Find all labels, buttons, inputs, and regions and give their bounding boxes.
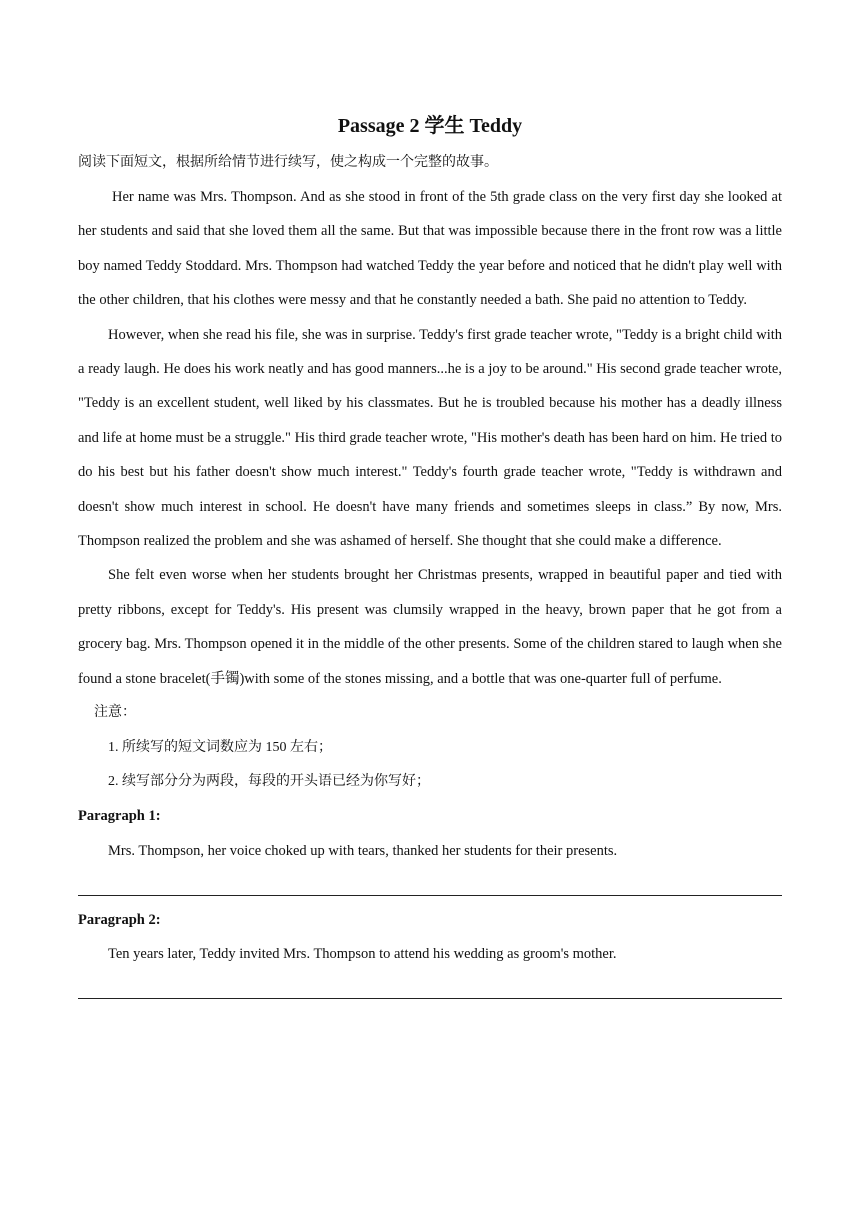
story-paragraph-1: Her name was Mrs. Thompson. And as she stood in front of the 5th grade class on the very first day she looked at her students and said that she loved them all the same. But that was impossible because there in the front row was a little boy named Teddy Stoddard. Mrs. Thompson had watched Teddy the year before and noticed that he didn't play well with the other children, that his clothes were messy and that he constantly needed a bath. She paid no attention to Teddy. <box>78 189 782 309</box>
paragraph-opening-sentence: Ten years later, Teddy invited Mrs. Thompson to attend his wedding as groom's mother. <box>108 945 617 962</box>
story-paragraph-3: She felt even worse when her students brought her Christmas presents, wrapped in beautiful paper and tied with pretty ribbons, except for Teddy's. His present was clumsily wrapped in the heavy, brown paper that he got from a grocery bag. Mrs. Thompson opened it in the middle of the other presents. Some of the children stared to laugh when she found a stone bracelet(手镯)with some of the stones missing, and a bottle that was one-quarter full of perfume. <box>78 567 782 687</box>
story-paragraph-2: However, when she read his file, she was in surprise. Teddy's first grade teacher wrote, "Teddy is a bright child with a ready laugh. He does his work neatly and has good manners...he is a joy to be around." His second grade teacher wrote, "Teddy is an excellent student, well liked by his classmates. But he is troubled because his mother has a deadly illness and life at home must be a struggle." His third grade teacher wrote, "His mother's death has been hard on him. He tried to do his best but his father doesn't show much interest." Teddy's fourth grade teacher wrote, "Teddy is withdrawn and doesn't show much interest in school. He doesn't have many friends and sometimes sleeps in class.” By now, Mrs. Thompson realized the problem and she was ashamed of herself. She thought that she could make a difference. <box>78 326 782 550</box>
paragraph-heading: Paragraph 2: <box>78 911 161 928</box>
document-page <box>78 110 782 1006</box>
paragraph-opening-sentence: Mrs. Thompson, her voice choked up with tears, thanked her students for their presents. <box>108 842 618 859</box>
note-item: 1. 所续写的短文词数应为 150 左右； <box>108 739 332 755</box>
note-item: 2. 续写部分分为两段，每段的开头语已经为你写好； <box>108 773 430 789</box>
writing-line-rule <box>78 895 782 896</box>
writing-line-rule <box>78 998 782 999</box>
notes-label: 注意： <box>94 705 136 721</box>
passage-title: Passage 2 学生 Teddy <box>337 115 523 137</box>
continuation-paragraph-2 <box>78 903 782 1006</box>
writing-line[interactable] <box>78 868 782 902</box>
notes-section <box>78 696 782 799</box>
writing-line[interactable] <box>78 971 782 1005</box>
paragraph-heading: Paragraph 1: <box>78 808 161 825</box>
task-instruction: 阅读下面短文，根据所给情节进行续写，使之构成一个完整的故事。 <box>78 155 498 170</box>
continuation-paragraph-1 <box>78 799 782 902</box>
